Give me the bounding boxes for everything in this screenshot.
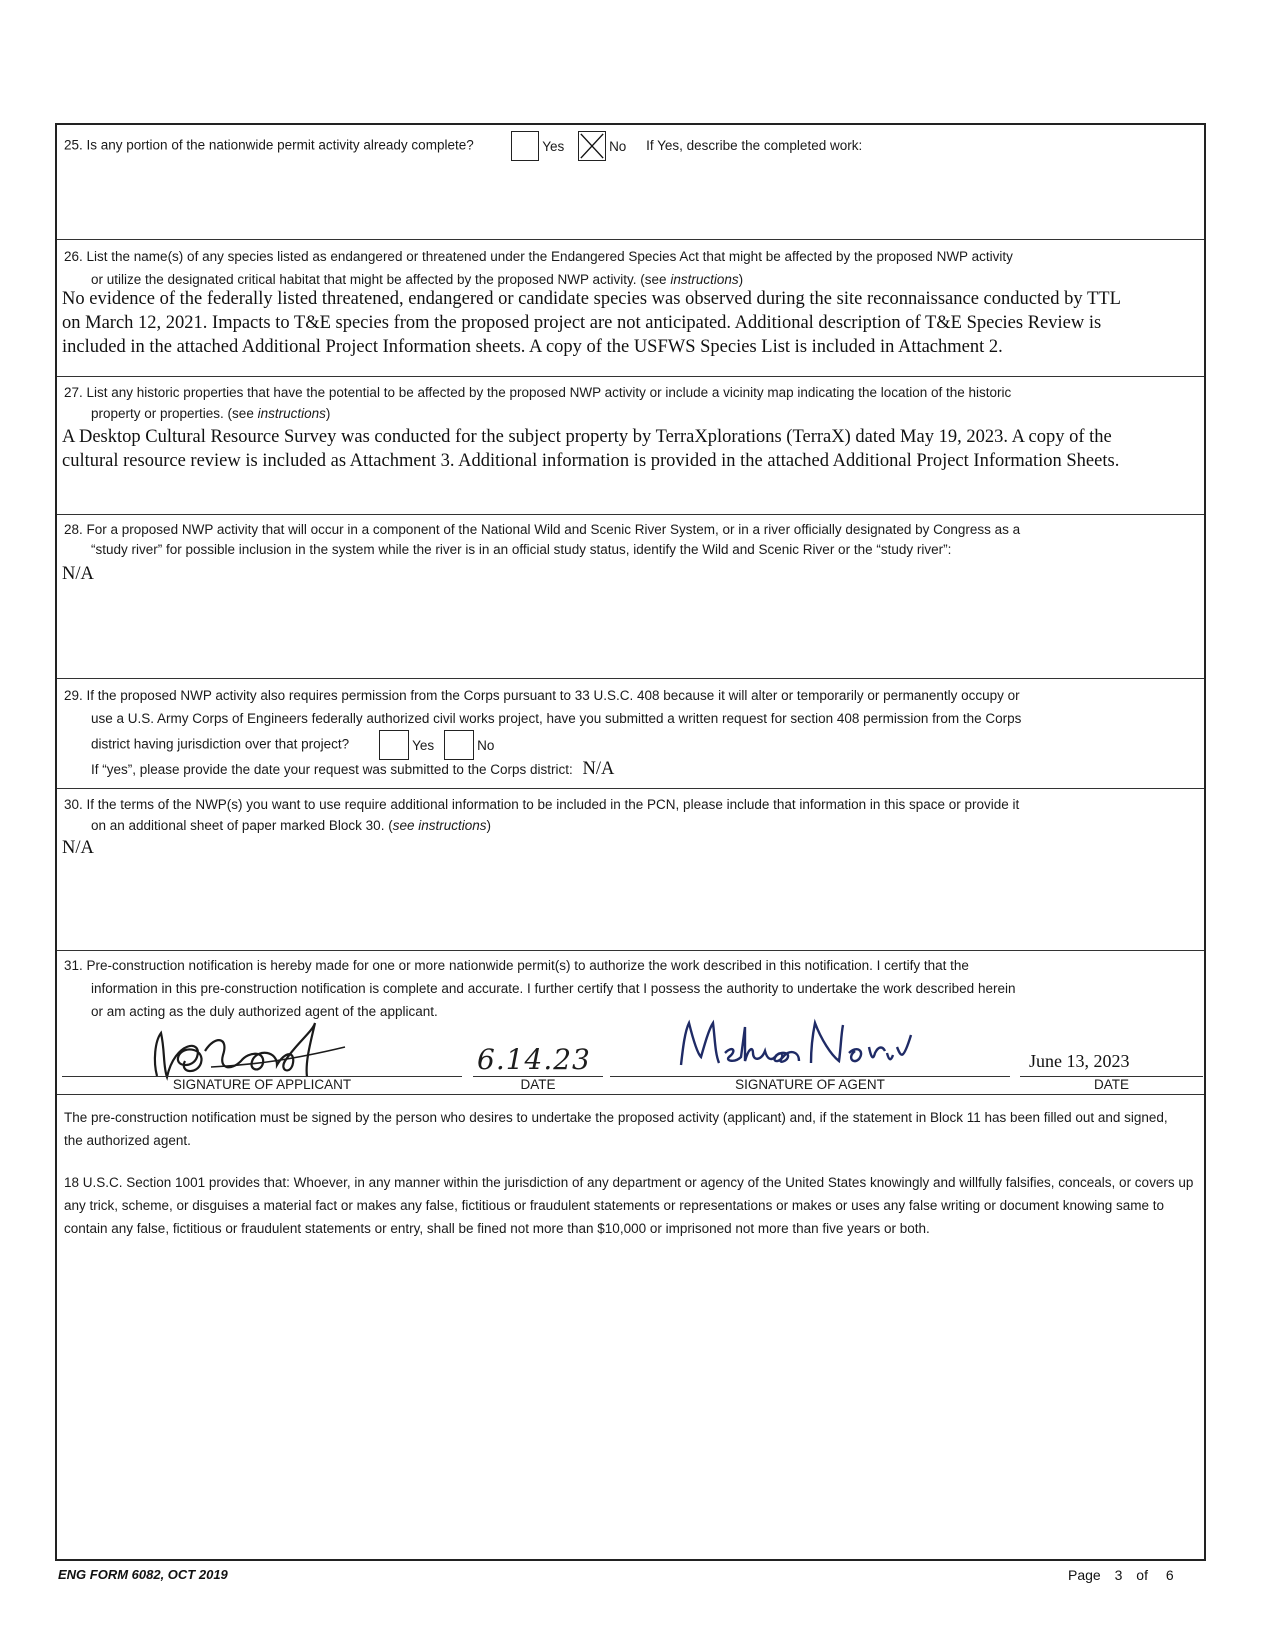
block-27 — [57, 377, 1204, 515]
block-30 — [57, 789, 1204, 951]
q26-instructions-link[interactable]: instructions — [670, 272, 739, 287]
q31-question-line2: information in this pre-construction notification is complete and accurate. I further certify that I possess the authority to undertake the work described herein — [91, 981, 1016, 996]
q30-question-end: ) — [486, 818, 491, 833]
q25-yes-label: Yes — [542, 138, 565, 154]
q29-date-answer[interactable]: N/A — [582, 759, 615, 779]
q29-yes-label: Yes — [412, 737, 435, 753]
agent-signature[interactable] — [675, 1017, 915, 1073]
q30-answer[interactable]: N/A — [62, 838, 94, 858]
block-28 — [57, 515, 1204, 679]
page-indicator — [1068, 1567, 1174, 1583]
q28-answer[interactable]: N/A — [62, 564, 94, 584]
block-26 — [57, 240, 1204, 377]
block-25 — [57, 125, 1204, 240]
q25-yes-checkbox[interactable] — [511, 131, 539, 161]
form-page — [55, 123, 1206, 1561]
q30-instructions-link[interactable]: see instructions — [392, 818, 487, 833]
q25-no-checkbox[interactable] — [578, 131, 606, 161]
label-signature-of-agent: SIGNATURE OF AGENT — [735, 1077, 885, 1092]
q31-question-line1: 31. Pre-construction notification is hereby made for one or more nationwide permit(s) to authorize the work described in this notification. I certify that the — [64, 958, 969, 973]
q25-no-label: No — [609, 138, 627, 154]
q27-question-line1: 27. List any historic properties that have the potential to be affected by the proposed NWP activity or include a vicinity map indicating the location of the historic — [64, 385, 1012, 400]
of-label: of — [1136, 1567, 1148, 1583]
q28-question-line1: 28. For a proposed NWP activity that will occur in a component of the National Wild and Scenic River System, or in a river officially designated by Congress as a — [64, 522, 1021, 537]
applicant-date[interactable]: 6.14.23 — [477, 1043, 591, 1076]
q26-question-line1: 26. List the name(s) of any species listed as endangered or threatened under the Endangered Species Act that might be affected by the proposed NWP activity — [64, 249, 1013, 264]
page-total: 6 — [1165, 1567, 1174, 1583]
applicant-signature[interactable] — [145, 1021, 375, 1081]
notice-signing: The pre-construction notification must be signed by the person who desires to undertake the proposed activity (applicant) and, if the statement in Block 11 has been filled out and signed, the authorized agent. — [64, 1110, 1168, 1148]
q26-question-end: ) — [738, 272, 744, 287]
block-29 — [57, 679, 1204, 789]
q29-no-checkbox[interactable] — [444, 730, 474, 760]
page-number: 3 — [1114, 1567, 1123, 1583]
q30-question-line2: on an additional sheet of paper marked Block 30. ( — [91, 818, 393, 833]
agent-date[interactable]: June 13, 2023 — [1029, 1051, 1130, 1071]
q30-question-line1: 30. If the terms of the NWP(s) you want to use require additional information to be included in the PCN, please include that information in this space or provide it — [64, 797, 1020, 812]
notice-usc-1001: 18 U.S.C. Section 1001 provides that: Whoever, in any manner within the jurisdiction of any department or agency of the United States knowingly and willfully falsifies, conceals, or covers up any trick, scheme, or disguises a material fact or makes any false, fictitious or fraudulent statements or representations or makes or uses any false writing or document knowing same to contain any false, fictitious or fraudulent statements or entry, shall be fined not more than $10,000 or imprisoned not more than five years or both. — [64, 1175, 1194, 1236]
q27-instructions-link[interactable]: instructions — [257, 406, 326, 421]
q31-question-line3: or am acting as the duly authorized agent of the applicant. — [91, 1004, 438, 1019]
q29-question-line1: 29. If the proposed NWP activity also requires permission from the Corps pursuant to 33 U.S.C. 408 because it will alter or temporarily or permanently occupy or — [64, 688, 1020, 703]
form-id: ENG FORM 6082, OCT 2019 — [58, 1567, 228, 1582]
q26-question-line2: or utilize the designated critical habitat that might be affected by the proposed NWP activity. (see — [91, 272, 667, 287]
q29-no-label: No — [477, 737, 495, 753]
q29-question-line3: district having jurisdiction over that project? — [91, 736, 350, 752]
q25-followup: If Yes, describe the completed work: — [646, 137, 863, 153]
q25-question: 25. Is any portion of the nationwide permit activity already complete? — [64, 137, 474, 153]
q29-date-prompt: If “yes”, please provide the date your request was submitted to the Corps district: — [91, 762, 573, 777]
q27-question-line2: property or properties. (see — [91, 406, 254, 421]
q27-question-end: ) — [325, 406, 331, 421]
q27-answer[interactable]: A Desktop Cultural Resource Survey was conducted for the subject property by TerraXplorations (TerraX) dated May 19, 2023. A copy of the cultural resource review is included as Attachment 3. Additional information is provided in the attached Additional Project Information Sheets. — [62, 427, 1120, 471]
label-applicant-date: DATE — [520, 1077, 556, 1092]
label-signature-of-applicant: SIGNATURE OF APPLICANT — [172, 1077, 352, 1092]
label-agent-date: DATE — [1093, 1077, 1129, 1092]
q29-yes-checkbox[interactable] — [379, 730, 409, 760]
q26-answer[interactable]: No evidence of the federally listed threatened, endangered or candidate species was observed during the site reconnaissance conducted by TTL on March 12, 2021. Impacts to T&E species from the proposed project are not anticipated. Additional description of T&E Species Review is included in the attached Additional Project Information sheets. A copy of the USFWS Species List is included in Attachment 2. — [62, 289, 1121, 357]
q29-question-line2: use a U.S. Army Corps of Engineers federally authorized civil works project, have you submitted a written request for section 408 permission from the Corps — [91, 711, 1022, 726]
q28-question-line2: “study river” for possible inclusion in the system while the river is in an official study status, identify the Wild and Scenic River or the “study river”: — [91, 542, 952, 557]
block-31 — [57, 951, 1204, 1095]
page-label: Page — [1068, 1567, 1101, 1583]
